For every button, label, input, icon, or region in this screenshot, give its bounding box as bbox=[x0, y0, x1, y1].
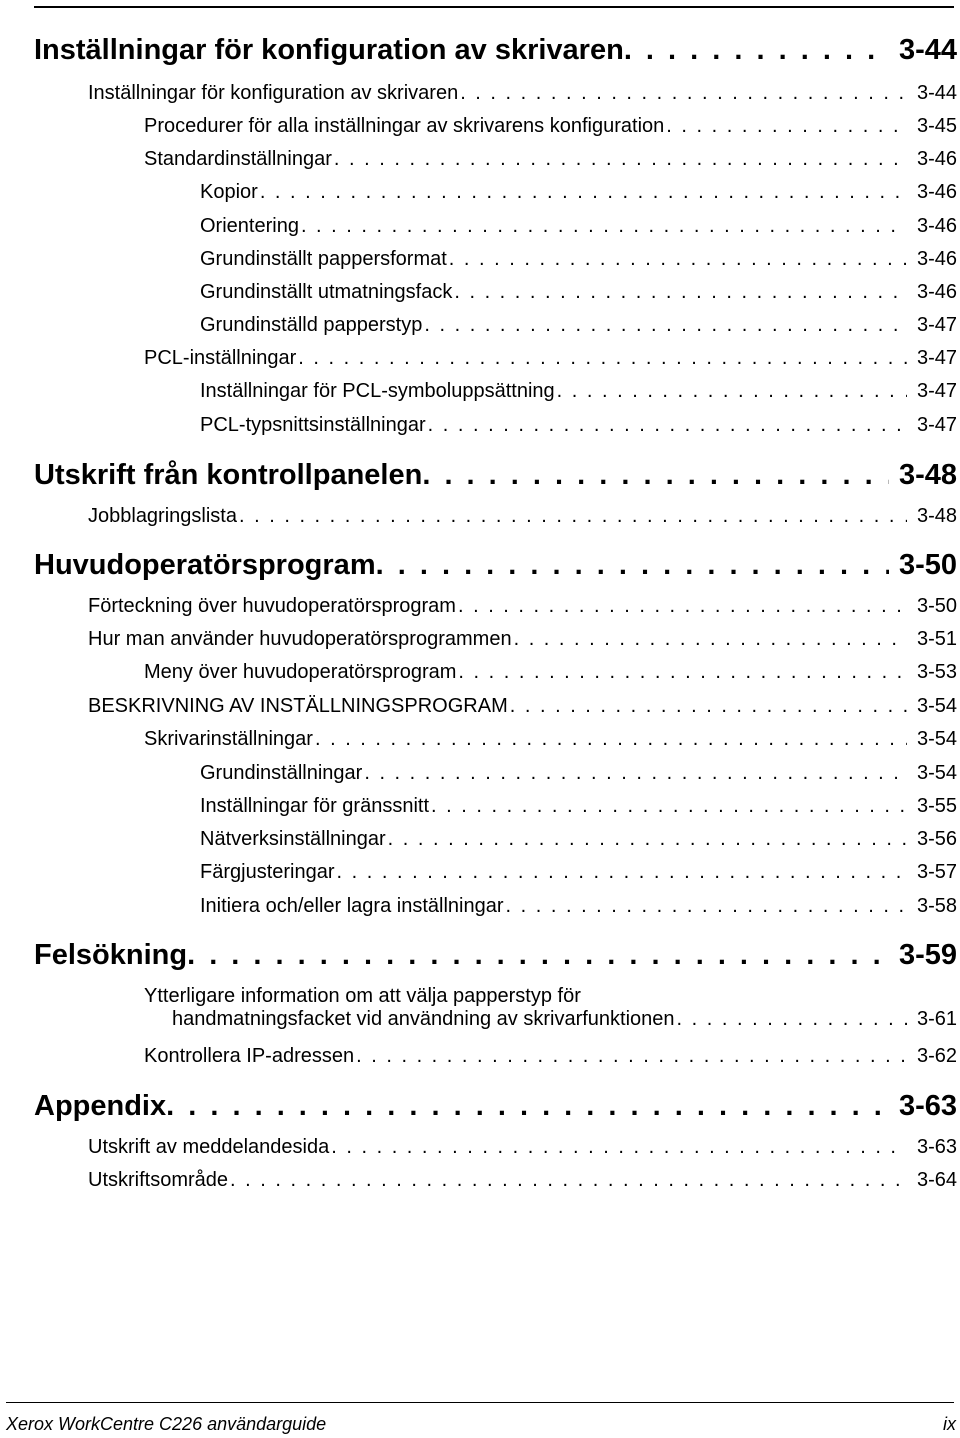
toc-entry-page: 3-48 bbox=[916, 505, 957, 527]
toc-entry-title: Grundinställningar bbox=[200, 762, 363, 784]
toc-entry-page: 3-47 bbox=[916, 380, 957, 402]
toc-entry[interactable] bbox=[200, 895, 957, 918]
toc-entry-title: Utskrift från kontrollpanelen bbox=[34, 459, 423, 491]
toc-entry[interactable] bbox=[200, 828, 957, 851]
toc-entry-page: 3-58 bbox=[916, 895, 957, 917]
toc-entry[interactable] bbox=[200, 861, 957, 884]
toc-entry-page: 3-54 bbox=[916, 695, 957, 717]
toc-entry-title: Grundinställd papperstyp bbox=[200, 314, 423, 336]
toc-entry-page: 3-53 bbox=[916, 661, 957, 683]
toc-entry-title: Initiera och/eller lagra inställningar bbox=[200, 895, 504, 917]
toc-entry-page: 3-50 bbox=[898, 549, 957, 581]
toc-entry-title: Förteckning över huvudoperatörsprogram bbox=[88, 595, 456, 617]
toc-entry-page: 3-45 bbox=[916, 115, 957, 137]
dot-leader bbox=[454, 281, 907, 304]
dot-leader bbox=[458, 595, 907, 618]
toc-entry-title: Grundinställt pappersformat bbox=[200, 248, 447, 270]
toc-entry-page: 3-48 bbox=[898, 459, 957, 491]
toc-entry[interactable] bbox=[88, 628, 957, 651]
toc-entry-title: Inställningar för gränssnitt bbox=[200, 795, 430, 817]
toc-entry[interactable] bbox=[144, 115, 957, 138]
toc-entry[interactable] bbox=[88, 505, 957, 528]
toc-entry-page: 3-63 bbox=[898, 1090, 957, 1122]
toc-entry-title: Kontrollera IP-adressen bbox=[144, 1045, 355, 1067]
toc-entry[interactable] bbox=[144, 347, 957, 370]
toc-entry[interactable] bbox=[200, 414, 957, 437]
dot-leader bbox=[230, 1169, 907, 1192]
dot-leader bbox=[187, 939, 889, 972]
toc-entry[interactable] bbox=[144, 148, 957, 171]
toc-entry-page: 3-54 bbox=[916, 728, 957, 750]
toc-entry-page: 3-47 bbox=[916, 414, 957, 436]
toc-entry-page: 3-47 bbox=[916, 314, 957, 336]
toc-entry[interactable] bbox=[144, 728, 957, 751]
dot-leader bbox=[301, 215, 907, 238]
dot-leader bbox=[424, 314, 907, 337]
toc-entry[interactable] bbox=[88, 1169, 957, 1192]
dot-leader bbox=[677, 1008, 907, 1031]
toc-entry[interactable] bbox=[88, 595, 957, 618]
toc-entry-title: Procedurer för alla inställningar av skrivarens konfiguration bbox=[144, 115, 665, 137]
toc-entry-page: 3-51 bbox=[916, 628, 957, 650]
toc-entry-section[interactable] bbox=[34, 549, 957, 582]
toc-entry-title: Meny över huvudoperatörsprogram bbox=[144, 661, 457, 683]
toc-entry[interactable] bbox=[200, 181, 957, 204]
toc-entry-title: Hur man använder huvudoperatörsprogrammen bbox=[88, 628, 512, 650]
toc-entry-page: 3-46 bbox=[916, 248, 957, 270]
dot-leader bbox=[388, 828, 907, 851]
dot-leader bbox=[510, 695, 907, 718]
toc-entry-page: 3-55 bbox=[916, 795, 957, 817]
toc-entry[interactable] bbox=[200, 380, 957, 403]
toc-entry-page: 3-62 bbox=[916, 1045, 957, 1067]
toc-entry-title: Jobblagringslista bbox=[88, 505, 237, 527]
toc-entry-page: 3-64 bbox=[916, 1169, 957, 1191]
toc-entry[interactable] bbox=[200, 281, 957, 304]
toc-entry-page: 3-59 bbox=[898, 939, 957, 971]
toc-entry[interactable] bbox=[144, 1045, 957, 1068]
dot-leader bbox=[356, 1045, 907, 1068]
dot-leader bbox=[298, 347, 907, 370]
toc-entry-title-line2: handmatningsfacket vid användning av skrivarfunktionen bbox=[172, 1008, 675, 1030]
dot-leader bbox=[666, 115, 907, 138]
toc-entry[interactable] bbox=[88, 82, 957, 105]
toc-entry[interactable] bbox=[200, 215, 957, 238]
toc-entry-page: 3-47 bbox=[916, 347, 957, 369]
toc-entry-title: PCL-typsnittsinställningar bbox=[200, 414, 426, 436]
toc-entry-page: 3-46 bbox=[916, 215, 957, 237]
toc-entry-title: Huvudoperatörsprogram bbox=[34, 549, 376, 581]
toc-entry-page: 3-54 bbox=[916, 762, 957, 784]
dot-leader bbox=[331, 1136, 907, 1159]
toc-entry-title: Inställningar för konfiguration av skrivaren bbox=[88, 82, 459, 104]
toc-entry-title: Färgjusteringar bbox=[200, 861, 335, 883]
toc-entry-title: PCL-inställningar bbox=[144, 347, 297, 369]
toc-entry-page: 3-56 bbox=[916, 828, 957, 850]
toc-entry-page: 3-46 bbox=[916, 181, 957, 203]
toc-entry[interactable] bbox=[88, 695, 957, 718]
toc-entry-title: Kopior bbox=[200, 181, 258, 203]
toc-entry[interactable] bbox=[200, 248, 957, 271]
toc-entry[interactable] bbox=[200, 314, 957, 337]
toc-entry[interactable] bbox=[200, 762, 957, 785]
toc-entry-page: 3-46 bbox=[916, 148, 957, 170]
dot-leader bbox=[428, 414, 907, 437]
toc-entry-page: 3-50 bbox=[916, 595, 957, 617]
toc-entry-page: 3-44 bbox=[898, 34, 957, 66]
dot-leader bbox=[449, 248, 907, 271]
toc-entry-title: Standardinställningar bbox=[144, 148, 332, 170]
toc-entry-line2 bbox=[144, 1008, 957, 1031]
toc-entry-title: Grundinställt utmatningsfack bbox=[200, 281, 453, 303]
dot-leader bbox=[514, 628, 907, 651]
toc-entry-section[interactable] bbox=[34, 939, 957, 972]
dot-leader bbox=[506, 895, 907, 918]
dot-leader bbox=[624, 34, 889, 67]
toc-entry-title: BESKRIVNING AV INSTÄLLNINGSPROGRAM bbox=[88, 695, 508, 717]
footer-page-number: ix bbox=[943, 1414, 956, 1434]
top-rule bbox=[34, 6, 954, 8]
dot-leader bbox=[334, 148, 907, 171]
dot-leader bbox=[315, 728, 907, 751]
toc-entry[interactable] bbox=[144, 661, 957, 684]
toc-entry-page: 3-57 bbox=[916, 861, 957, 883]
toc-entry[interactable] bbox=[88, 1136, 957, 1159]
dot-leader bbox=[239, 505, 907, 528]
toc-entry-title: Nätverksinställningar bbox=[200, 828, 386, 850]
toc-entry-section[interactable] bbox=[34, 459, 957, 492]
dot-leader bbox=[364, 762, 907, 785]
dot-leader bbox=[260, 181, 907, 204]
toc-entry-title: Inställningar för PCL-symboluppsättning bbox=[200, 380, 555, 402]
toc-entry-section[interactable] bbox=[34, 34, 957, 67]
toc-entry-page: 3-63 bbox=[916, 1136, 957, 1158]
toc-entry-title: Felsökning bbox=[34, 939, 188, 971]
dot-leader bbox=[376, 549, 889, 582]
toc-entry-title: Appendix bbox=[34, 1090, 167, 1122]
toc-entry-multiline[interactable] bbox=[144, 985, 957, 1031]
toc-entry-title-line1: Ytterligare information om att välja papperstyp för bbox=[144, 985, 581, 1007]
toc-entry-page: 3-61 bbox=[916, 1008, 957, 1030]
toc-entry-title: Inställningar för konfiguration av skrivaren bbox=[34, 34, 624, 66]
dot-leader bbox=[337, 861, 907, 884]
toc-entry-section[interactable] bbox=[34, 1090, 957, 1123]
toc-entry-title: Skrivarinställningar bbox=[144, 728, 313, 750]
dot-leader bbox=[460, 82, 907, 105]
toc-entry-title: Utskriftsområde bbox=[88, 1169, 229, 1191]
dot-leader bbox=[458, 661, 907, 684]
dot-leader bbox=[431, 795, 907, 818]
footer-rule bbox=[6, 1402, 954, 1403]
toc-entry[interactable] bbox=[200, 795, 957, 818]
footer-document-title: Xerox WorkCentre C226 användarguide bbox=[6, 1414, 327, 1434]
toc-entry-page: 3-46 bbox=[916, 281, 957, 303]
dot-leader bbox=[422, 459, 889, 492]
toc-entry-title: Utskrift av meddelandesida bbox=[88, 1136, 330, 1158]
dot-leader bbox=[557, 380, 907, 403]
dot-leader bbox=[166, 1090, 889, 1123]
toc-entry-page: 3-44 bbox=[916, 82, 957, 104]
toc-entry-title: Orientering bbox=[200, 215, 299, 237]
